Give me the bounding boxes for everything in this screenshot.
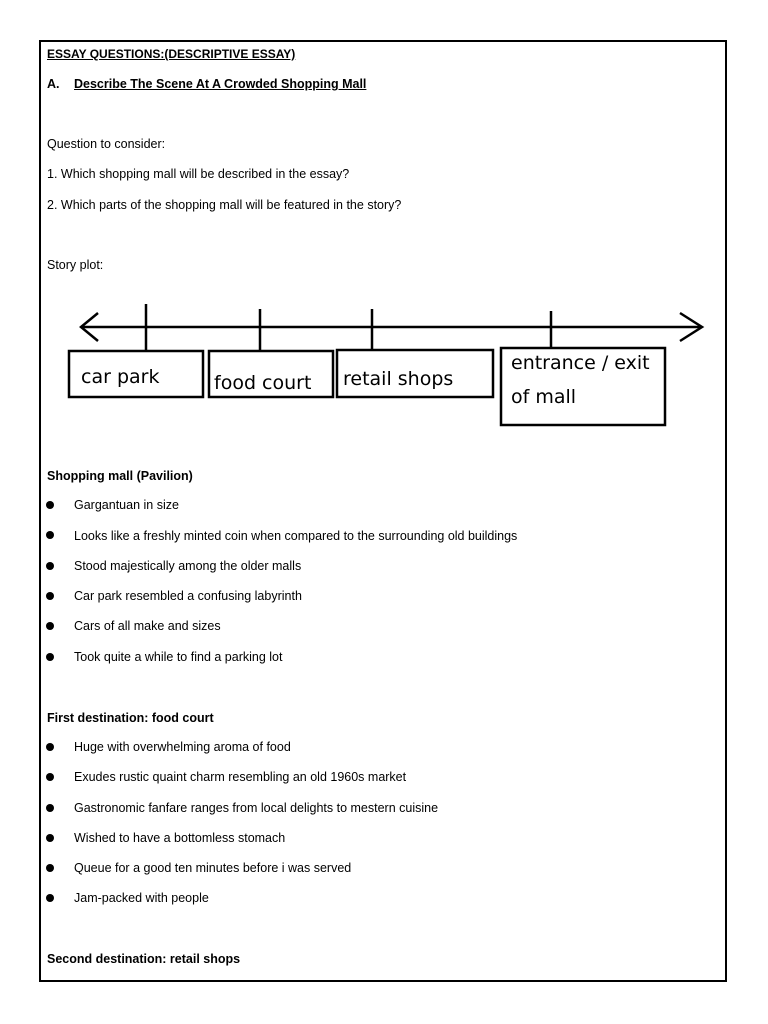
question-1: 1. Which shopping mall will be described in the essay? [47, 167, 350, 181]
bullet-icon [46, 531, 54, 539]
stage-food-court: food court [214, 372, 312, 394]
list-item: Queue for a good ten minutes before i was served [74, 861, 352, 875]
bullet-icon [46, 834, 54, 842]
bullet-icon [46, 592, 54, 600]
bullet-icon [46, 501, 54, 509]
list-item: Stood majestically among the older malls [74, 559, 302, 573]
question-2: 2. Which parts of the shopping mall will be featured in the story? [47, 198, 402, 212]
list-item: Jam-packed with people [74, 891, 209, 905]
list-item: Wished to have a bottomless stomach [74, 831, 286, 845]
bullet-icon [46, 743, 54, 751]
list-item: Exudes rustic quaint charm resembling an old 1960s market [74, 770, 407, 784]
section-heading: Second destination: retail shops [47, 952, 241, 966]
list-item: Gastronomic fanfare ranges from local delights to mestern cuisine [74, 801, 439, 815]
list-item: Looks like a freshly minted coin when compared to the surrounding old buildings [74, 529, 518, 543]
story-plot-label: Story plot: [47, 258, 104, 272]
bullet-icon [46, 622, 54, 630]
bullet-icon [46, 562, 54, 570]
essay-questions-title: ESSAY QUESTIONS:(DESCRIPTIVE ESSAY) [47, 47, 296, 61]
questions-intro: Question to consider: [47, 137, 166, 151]
bullet-icon [46, 653, 54, 661]
stage-of-mall: of mall [511, 386, 577, 408]
item-letter: A. [47, 77, 60, 91]
list-item: Huge with overwhelming aroma of food [74, 740, 291, 754]
stage-entrance-exit: entrance / exit [511, 352, 650, 374]
list-item: Gargantuan in size [74, 498, 179, 512]
bullet-icon [46, 864, 54, 872]
list-item: Took quite a while to find a parking lot [74, 650, 283, 664]
list-item: Cars of all make and sizes [74, 619, 221, 633]
bullet-icon [46, 894, 54, 902]
section-heading: Shopping mall (Pavilion) [47, 469, 193, 483]
section-heading: First destination: food court [47, 711, 214, 725]
list-item: Car park resembled a confusing labyrinth [74, 589, 302, 603]
bullet-icon [46, 804, 54, 812]
stage-car-park: car park [81, 366, 160, 388]
essay-topic-title: Describe The Scene At A Crowded Shopping Mall [74, 77, 367, 91]
bullet-icon [46, 773, 54, 781]
stage-retail-shops: retail shops [343, 368, 454, 390]
